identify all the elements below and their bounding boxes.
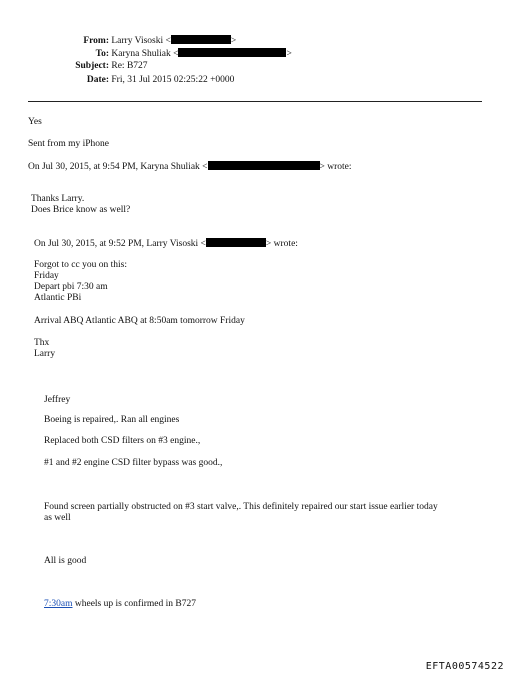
inner-line xyxy=(44,599,196,610)
subject-label: Subject: xyxy=(75,61,109,71)
redaction-box xyxy=(178,48,286,57)
date-label: Date: xyxy=(86,75,109,85)
inner-line: All is good xyxy=(44,556,87,566)
subject-value: Re: B727 xyxy=(111,61,148,71)
quote1-suffix: > wrote: xyxy=(319,162,352,172)
subject-line xyxy=(49,61,148,72)
to-close: > xyxy=(286,49,292,59)
inner-line: as well xyxy=(44,513,71,523)
quote2-attribution xyxy=(34,238,298,250)
reply-text: Yes xyxy=(28,117,42,127)
from-label: From: xyxy=(83,36,109,46)
to-label: To: xyxy=(95,49,109,59)
quote2-prefix: On Jul 30, 2015, at 9:52 PM, Larry Visoski < xyxy=(34,239,206,249)
quote1-attribution xyxy=(28,161,352,173)
quote2-line: Forgot to cc you on this: xyxy=(34,260,127,270)
time-link[interactable]: 7:30am xyxy=(44,599,73,609)
to-value: Karyna Shuliak < xyxy=(111,49,179,59)
date-value: Fri, 31 Jul 2015 02:25:22 +0000 xyxy=(111,75,235,85)
inner-line-rest: wheels up is confirmed in B727 xyxy=(72,599,196,609)
inner-line: #1 and #2 engine CSD filter bypass was good., xyxy=(44,458,223,468)
thanks-line: Thx xyxy=(34,338,50,348)
quote2-line: Friday xyxy=(34,271,59,281)
from-value: Larry Visoski < xyxy=(111,36,171,46)
from-close: > xyxy=(230,36,237,46)
date-line xyxy=(49,75,234,86)
from-line xyxy=(49,35,236,47)
inner-line: Replaced both CSD filters on #3 engine., xyxy=(44,436,201,446)
quote2-line: Atlantic PBi xyxy=(34,293,82,303)
quote1-line: Does Brice know as well? xyxy=(31,205,131,215)
quote1-line: Thanks Larry. xyxy=(31,194,85,204)
header-divider xyxy=(28,101,482,102)
signature: Sent from my iPhone xyxy=(28,139,110,149)
to-line xyxy=(49,48,292,60)
redaction-box xyxy=(208,161,320,170)
quote1-prefix: On Jul 30, 2015, at 9:54 PM, Karyna Shuliak < xyxy=(28,162,208,172)
inner-greeting: Jeffrey xyxy=(44,395,71,405)
quote2-suffix: > wrote: xyxy=(265,239,298,249)
inner-line: Found screen partially obstructed on #3 start valve,. This definitely repaired our start issue earlier today xyxy=(44,502,438,512)
document-id: EFTA00574522 xyxy=(425,661,504,672)
quote2-line: Depart pbi 7:30 am xyxy=(34,282,108,292)
thanks-line: Larry xyxy=(34,349,56,359)
arrival-line: Arrival ABQ Atlantic ABQ at 8:50am tomorrow Friday xyxy=(34,316,245,326)
redaction-box xyxy=(206,238,266,247)
redaction-box xyxy=(171,35,231,44)
inner-line: Boeing is repaired,. Ran all engines xyxy=(44,415,180,425)
